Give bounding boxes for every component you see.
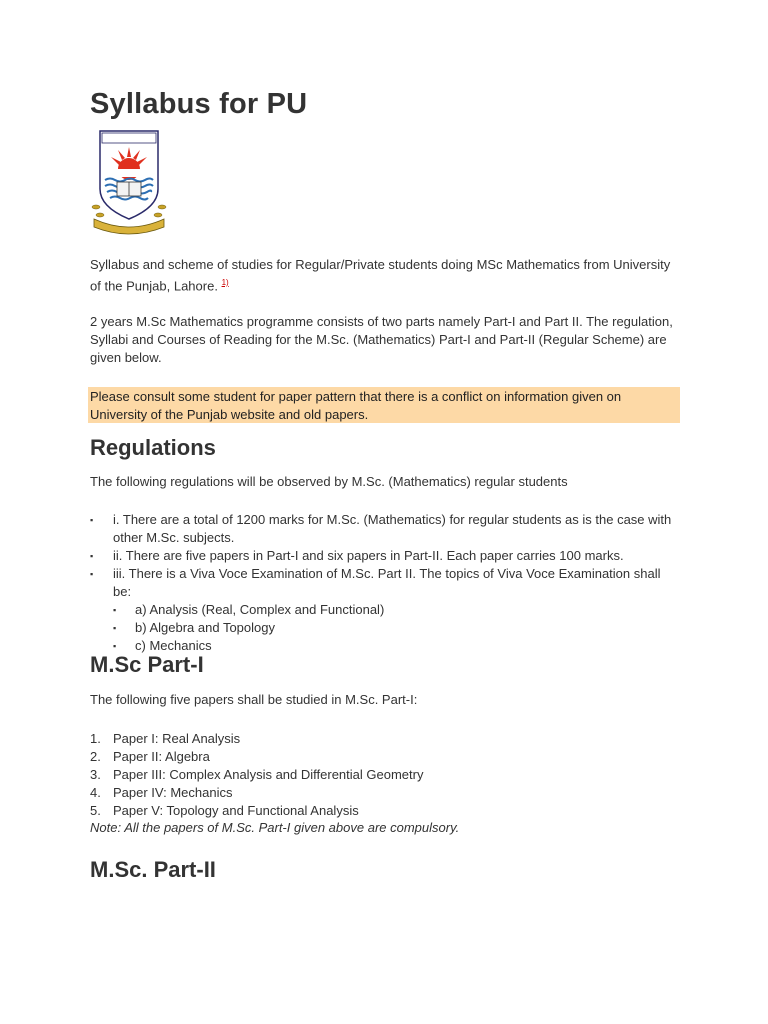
part2-heading: M.Sc. Part-II <box>90 857 216 882</box>
list-item: ▪ ii. There are five papers in Part-I and six papers in Part-II. Each paper carries 100 marks. <box>90 547 680 565</box>
list-item <box>90 766 423 784</box>
list-item-text: iii. There is a Viva Voce Examination of M.Sc. Part II. The topics of Viva Voce Examination shall be: <box>113 566 661 599</box>
list-item <box>90 784 423 802</box>
page-title: Syllabus for PU <box>90 88 308 120</box>
list-item <box>90 730 423 748</box>
list-number: 4. <box>90 785 101 800</box>
list-item <box>90 565 680 655</box>
regulations-list <box>90 511 680 655</box>
part1-papers-list <box>90 730 423 820</box>
list-number: 2. <box>90 749 101 764</box>
list-item: ▪ c) Mechanics <box>113 637 680 655</box>
list-item: ▪ i. There are a total of 1200 marks for M.Sc. (Mathematics) for regular students as is the case with other M.Sc. subjects. <box>90 511 680 547</box>
paper-title: Paper II: Algebra <box>113 749 210 764</box>
regulations-heading: Regulations <box>90 435 216 460</box>
list-item: ▪ b) Algebra and Topology <box>113 619 680 637</box>
footnote-ref-link[interactable]: 1) <box>221 278 229 287</box>
list-number: 1. <box>90 731 101 746</box>
list-number: 3. <box>90 767 101 782</box>
list-item: ▪ a) Analysis (Real, Complex and Functional) <box>113 601 680 619</box>
viva-topics-list <box>113 601 680 655</box>
regulations-intro: The following regulations will be observed by M.Sc. (Mathematics) regular students <box>90 474 568 489</box>
part1-intro: The following five papers shall be studied in M.Sc. Part-I: <box>90 692 418 707</box>
paper-title: Paper I: Real Analysis <box>113 731 241 746</box>
intro-paragraph <box>90 256 680 295</box>
paper-title: Paper IV: Mechanics <box>113 785 233 800</box>
part1-heading: M.Sc Part-I <box>90 652 204 677</box>
list-item <box>90 802 423 820</box>
intro-text: Syllabus and scheme of studies for Regular/Private students doing MSc Mathematics from University of the Punjab, Lahore. <box>90 257 671 294</box>
warning-note: Please consult some student for paper pattern that there is a conflict on information given on University of the Punjab website and old papers. <box>88 387 680 423</box>
list-number: 5. <box>90 803 101 818</box>
list-item <box>90 748 423 766</box>
programme-paragraph: 2 years M.Sc Mathematics programme consists of two parts namely Part-I and Part II. The regulation, Syllabi and Courses of Reading for the M.Sc. (Mathematics) Part-I and Part-II (Regular Scheme) are given below. <box>90 314 673 365</box>
university-crest-icon <box>90 127 168 237</box>
paper-title: Paper III: Complex Analysis and Differential Geometry <box>113 767 424 782</box>
paper-title: Paper V: Topology and Functional Analysis <box>113 803 359 818</box>
part1-note: Note: All the papers of M.Sc. Part-I given above are compulsory. <box>90 820 460 835</box>
